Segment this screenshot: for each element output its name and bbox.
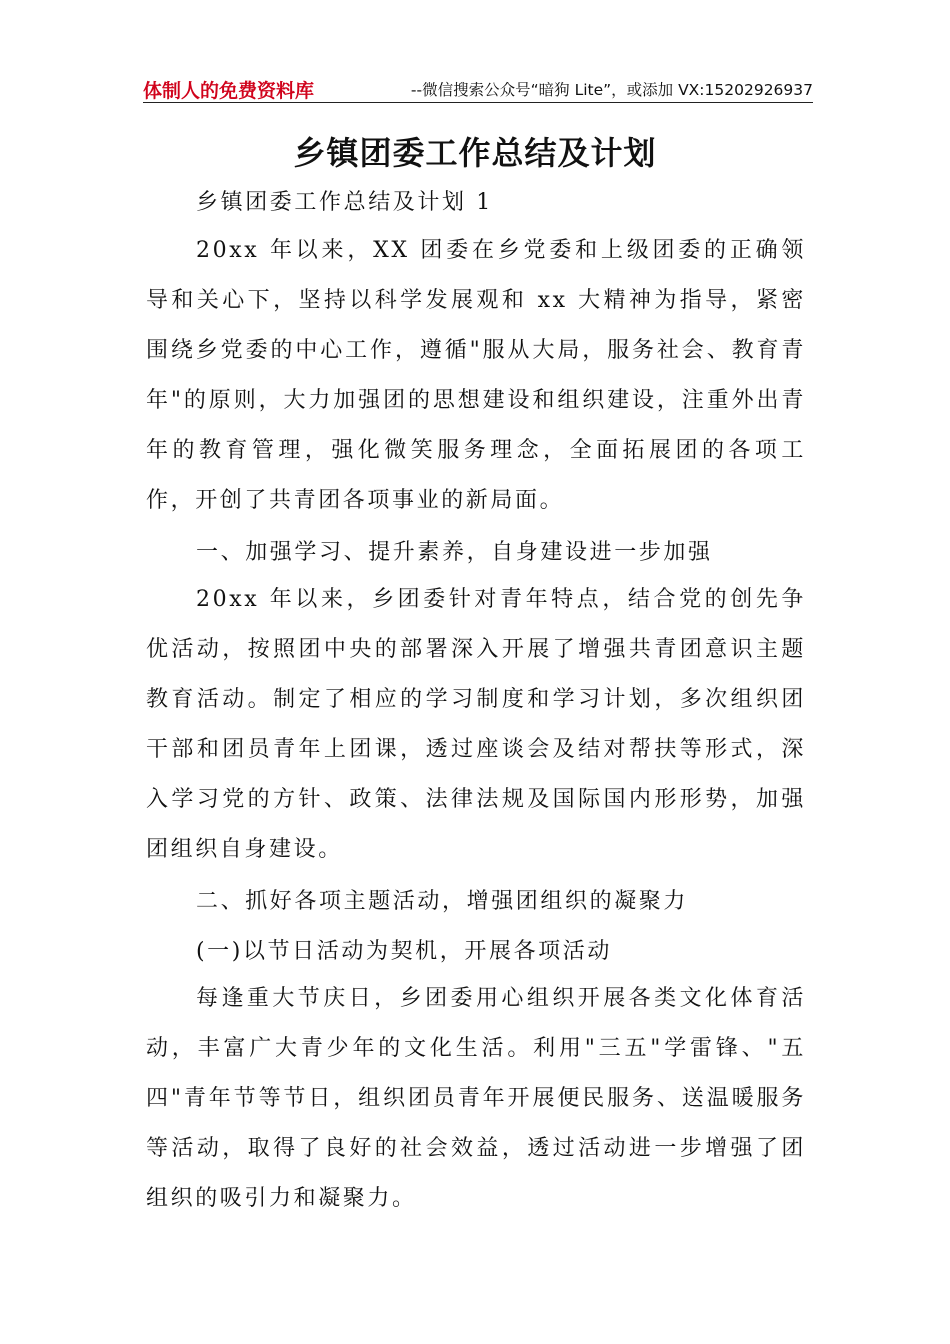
page-header xyxy=(143,70,813,103)
paragraph-intro: 20xx 年以来，XX 团委在乡党委和上级团委的正确领导和关心下，坚持以科学发展观和 xx 大精神为指导，紧密围绕乡党委的中心工作，遵循"服从大局，服务社会、教育青年"的原则，大力加强团的思想建设和组织建设，注重外出青年的教育管理，强化微笑服务理念，全面拓展团的各项工作，开创了共青团各项事业的新局面。 xyxy=(146,238,806,513)
subsection-heading-1: (一)以节日活动为契机，开展各项活动 xyxy=(196,939,612,964)
document-subtitle: 乡镇团委工作总结及计划 1 xyxy=(196,190,493,215)
section-heading-1: 一、加强学习、提升素养，自身建设进一步加强 xyxy=(196,540,713,565)
paragraph-study: 20xx 年以来，乡团委针对青年特点，结合党的创先争优活动，按照团中央的部署深入开展了增强共青团意识主题教育活动。制定了相应的学习制度和学习计划，多次组织团干部和团员青年上团课，透过座谈会及结对帮扶等形式，深入学习党的方针、政策、法律法规及国际国内形形势，加强团组织自身建设。 xyxy=(146,587,806,862)
header-contact: --微信搜索公众号“暗狗 Lite”，或添加 VX:15202926937 xyxy=(410,81,813,99)
section-heading-2: 二、抓好各项主题活动，增强团组织的凝聚力 xyxy=(196,889,689,914)
paragraph-festival: 每逢重大节庆日，乡团委用心组织开展各类文化体育活动，丰富广大青少年的文化生活。利用"三五"学雷锋、"五四"青年节等节日，组织团员青年开展便民服务、送温暖服务等活动，取得了良好的社会效益，透过活动进一步增强了团组织的吸引力和凝聚力。 xyxy=(146,986,806,1211)
document-title: 乡镇团委工作总结及计划 xyxy=(293,134,657,172)
header-brand: 体制人的免费资料库 xyxy=(143,80,315,102)
